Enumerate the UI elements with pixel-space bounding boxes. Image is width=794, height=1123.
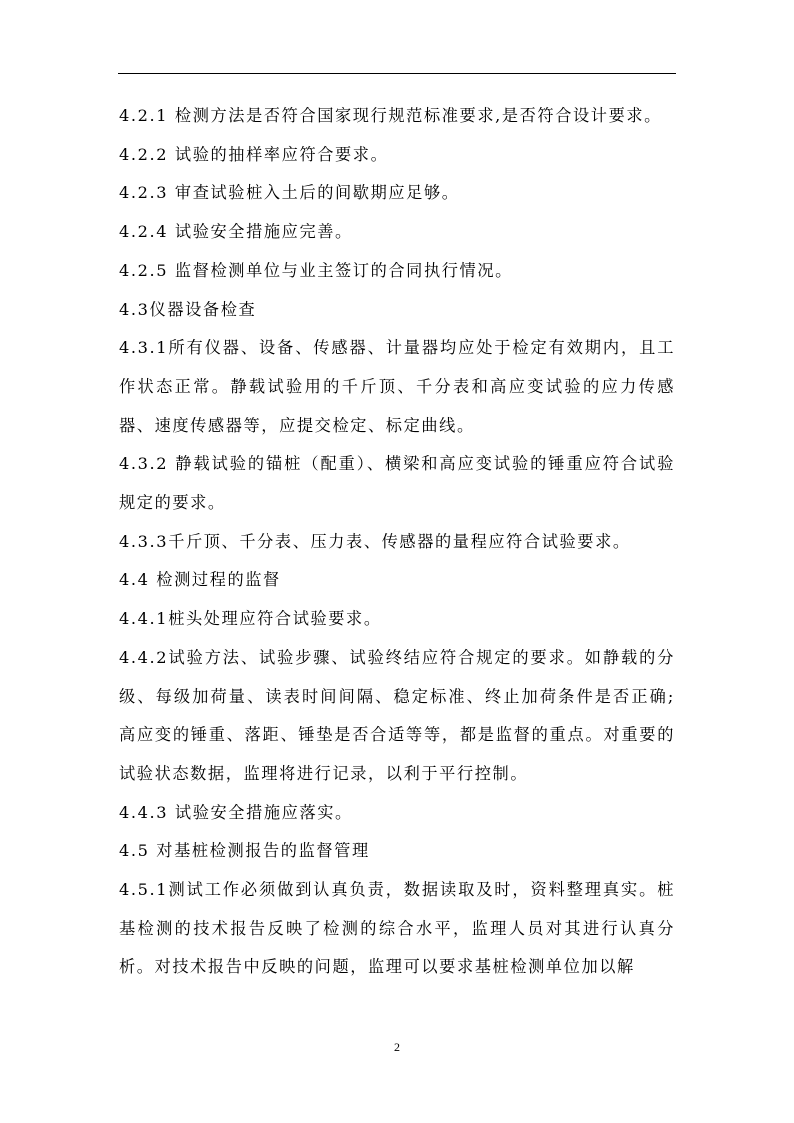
clause-4-3-2: 4.3.2 静载试验的锚桩（配重）、横梁和高应变试验的锤重应符合试验规定的要求。: [119, 454, 675, 513]
clause-4-2-1: 4.2.1 检测方法是否符合国家现行规范标准要求,是否符合设计要求。: [119, 106, 662, 125]
section-heading-4-5: 4.5 对基桩检测报告的监督管理: [119, 841, 370, 861]
clause-4-5-1: 4.5.1测试工作必须做到认真负责，数据读取及时，资料整理真实。桩基检测的技术报告反映了检测的综合水平，监理人员对其进行认真分析。对技术报告中反映的问题，监理可以要求基桩检测单位加以解: [119, 880, 675, 977]
clause-4-2-4: 4.2.4 试验安全措施应完善。: [119, 222, 353, 242]
page-number: 2: [394, 1040, 400, 1054]
clause-4-3-3: 4.3.3千斤顶、千分表、压力表、传感器的量程应符合试验要求。: [119, 531, 631, 551]
clause-4-2-2: 4.2.2 试验的抽样率应符合要求。: [119, 144, 389, 164]
header-rule: [118, 73, 676, 74]
section-heading-4-4: 4.4 检测过程的监督: [119, 570, 281, 590]
clause-4-2-5: 4.2.5 监督检测单位与业主签订的合同执行情况。: [119, 260, 513, 280]
body-text: [119, 97, 675, 987]
clause-4-3-1: 4.3.1所有仪器、设备、传感器、计量器均应处于检定有效期内，且工作状态正常。静载试验用的千斤顶、千分表和高应变试验的应力传感器、速度传感器等，应提交检定、标定曲线。: [119, 338, 675, 435]
section-heading-4-3: 4.3仪器设备检查: [119, 299, 257, 319]
clause-4-4-3: 4.4.3 试验安全措施应落实。: [119, 802, 353, 822]
clause-4-4-1: 4.4.1桩头处理应符合试验要求。: [119, 609, 382, 629]
clause-4-2-3: 4.2.3 审查试验桩入土后的间歇期应足够。: [119, 183, 460, 203]
clause-4-4-2: 4.4.2试验方法、试验步骤、试验终结应符合规定的要求。如静载的分级、每级加荷量、读表时间间隔、稳定标准、终止加荷条件是否正确;高应变的锤重、落距、锤垫是否合适等等，都是监督的重点。对重要的试验状态数据，监理将进行记录，以利于平行控制。: [119, 647, 675, 783]
